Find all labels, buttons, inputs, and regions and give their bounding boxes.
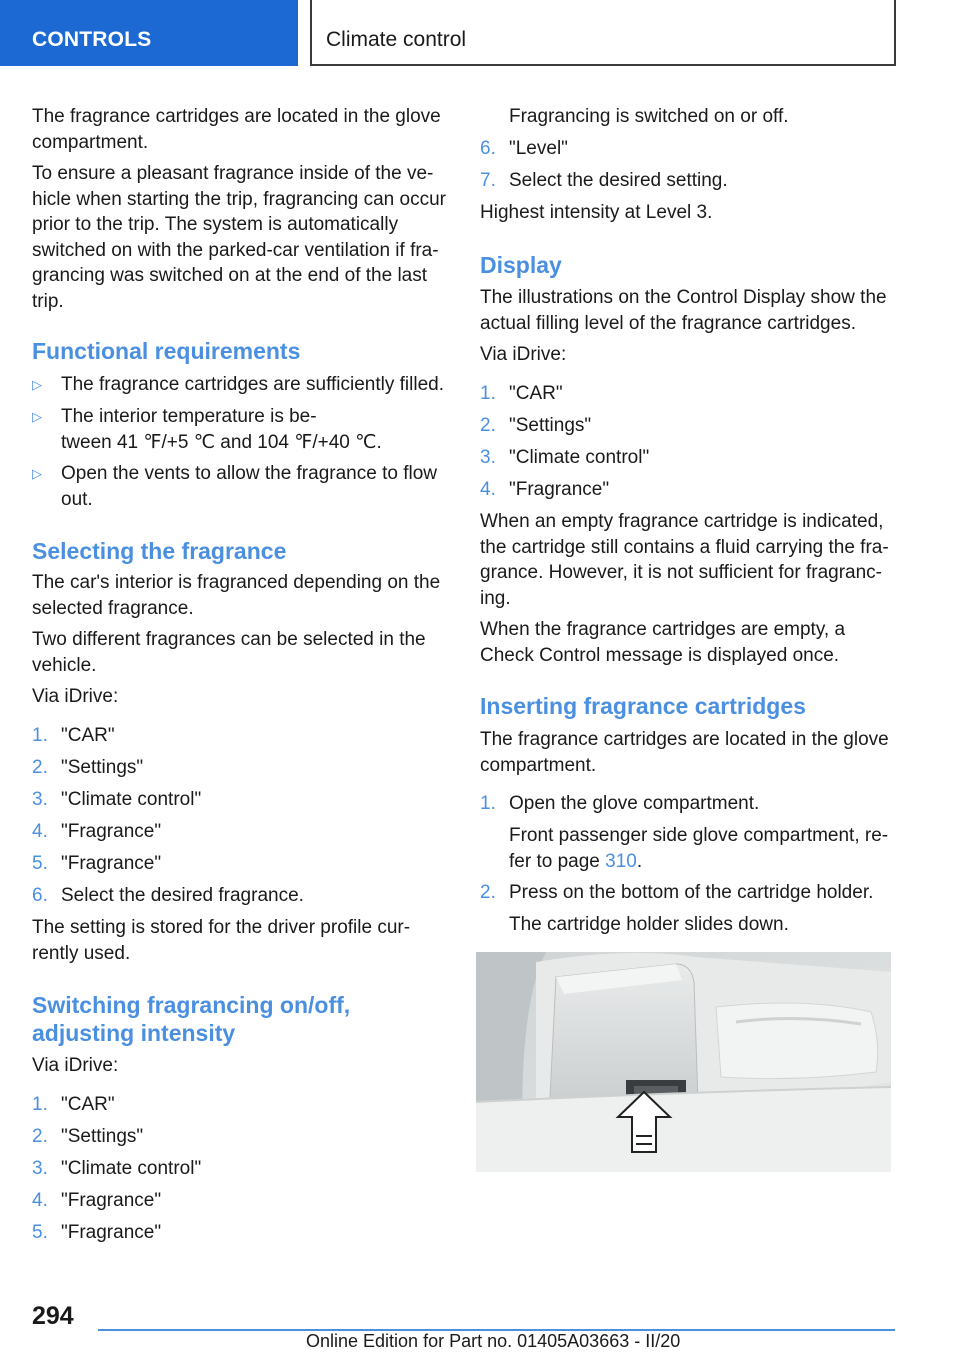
heading-switching-fragrancing: Switching fragrancing on/off, adjusting intensity bbox=[32, 992, 351, 1046]
step-number: 2. bbox=[32, 1126, 48, 1147]
cartridge-holder-illustration bbox=[476, 952, 891, 1172]
chapter-tab bbox=[310, 0, 896, 66]
bullet-item: The fragrance cartridges are sufficiently filled. bbox=[61, 374, 444, 395]
heading-functional-requirements: Functional requirements bbox=[32, 338, 301, 364]
step-number: 6. bbox=[32, 885, 48, 906]
step-number: 1. bbox=[32, 1094, 48, 1115]
bullet-triangle-icon: ▷ bbox=[32, 377, 42, 392]
bullet-triangle-icon: ▷ bbox=[32, 466, 42, 481]
step-number: 6. bbox=[480, 138, 496, 159]
step-number: 4. bbox=[480, 479, 496, 500]
heading-display: Display bbox=[480, 252, 562, 278]
step-number: 1. bbox=[480, 383, 496, 404]
step-sub-text: Front passenger side glove compartment, re- fer to page 310. bbox=[509, 825, 889, 872]
step-number: 1. bbox=[480, 793, 496, 814]
step-text: "CAR" bbox=[61, 1094, 115, 1115]
section-tab bbox=[0, 0, 298, 66]
step-text: Press on the bottom of the cartridge holder. bbox=[509, 882, 874, 903]
step-text: "Fragrance" bbox=[61, 1190, 162, 1211]
bullet-item: Open the vents to allow the fragrance to flow out. bbox=[61, 463, 437, 510]
chapter-title: Climate control bbox=[326, 28, 467, 51]
selecting-paragraph-1: The car's interior is fragranced depending on the selected fragrance. bbox=[32, 572, 441, 619]
step-text: "Settings" bbox=[61, 757, 144, 778]
display-paragraph-1: The illustrations on the Control Display show the actual filling level of the fragrance cartridges. bbox=[480, 287, 887, 334]
step-number: 2. bbox=[32, 757, 48, 778]
page-reference-link[interactable]: 310 bbox=[605, 850, 637, 872]
step-text: "Fragrance" bbox=[61, 853, 162, 874]
step-text: "CAR" bbox=[61, 725, 115, 746]
step-text: "Settings" bbox=[509, 415, 592, 436]
step-sub-text: The cartridge holder slides down. bbox=[509, 914, 789, 935]
step-text: "Climate control" bbox=[61, 789, 202, 810]
step-number: 5. bbox=[32, 853, 48, 874]
step-text: Select the desired fragrance. bbox=[61, 885, 304, 906]
heading-selecting-fragrance: Selecting the fragrance bbox=[32, 538, 287, 564]
step-number: 5. bbox=[32, 1222, 48, 1243]
edition-text: Online Edition for Part no. 01405A03663 - II/20 bbox=[306, 1331, 681, 1351]
step-text: "Fragrance" bbox=[509, 479, 610, 500]
step-text: "Climate control" bbox=[61, 1158, 202, 1179]
glove-compartment-image bbox=[476, 952, 891, 1172]
selecting-paragraph-2: Two different fragrances can be selected in the vehicle. bbox=[32, 629, 426, 676]
step-number: 3. bbox=[32, 1158, 48, 1179]
intro-paragraph-1: The fragrance cartridges are located in the glove compartment. bbox=[32, 106, 441, 153]
heading-inserting-cartridges: Inserting fragrance cartridges bbox=[480, 693, 806, 719]
step-text: "Level" bbox=[509, 138, 568, 159]
section-title: CONTROLS bbox=[32, 28, 152, 51]
intro-paragraph-2: To ensure a pleasant fragrance inside of the ve- hicle when starting the trip, fragrancing can occur prior to the trip. The system is automatically switched on with the parked-car ventilation if fra- grancing was switched on at the end of the last trip. bbox=[32, 163, 446, 312]
step-text: Select the desired setting. bbox=[509, 170, 728, 191]
bullet-triangle-icon: ▷ bbox=[32, 409, 42, 424]
step-text: "CAR" bbox=[509, 383, 563, 404]
step-number: 4. bbox=[32, 821, 48, 842]
step-text: "Fragrance" bbox=[61, 821, 162, 842]
inserting-paragraph-1: The fragrance cartridges are located in the glove compartment. bbox=[480, 729, 889, 776]
step-text: Open the glove compartment. bbox=[509, 793, 760, 814]
step-text: "Settings" bbox=[61, 1126, 144, 1147]
step-number: 1. bbox=[32, 725, 48, 746]
step-number: 2. bbox=[480, 415, 496, 436]
step-number: 7. bbox=[480, 170, 496, 191]
display-paragraph-3: When the fragrance cartridges are empty, a Check Control message is displayed once. bbox=[480, 619, 846, 666]
intensity-note: Highest intensity at Level 3. bbox=[480, 202, 713, 223]
step-number: 2. bbox=[480, 882, 496, 903]
via-idrive-label: Via iDrive: bbox=[32, 686, 119, 707]
via-idrive-label: Via iDrive: bbox=[480, 344, 567, 365]
step-number: 3. bbox=[32, 789, 48, 810]
page-number: 294 bbox=[32, 1302, 74, 1330]
step-number: 3. bbox=[480, 447, 496, 468]
step-continuation: Fragrancing is switched on or off. bbox=[509, 106, 789, 127]
display-paragraph-2: When an empty fragrance cartridge is indicated, the cartridge still contains a fluid carrying the fra- grance. However, it is not sufficient for fragranc- ing. bbox=[480, 511, 889, 609]
bullet-item: The interior temperature is be- tween 41 ℉/+5 ℃ and 104 ℉/+40 ℃. bbox=[61, 406, 382, 453]
step-text: "Fragrance" bbox=[61, 1222, 162, 1243]
selecting-note: The setting is stored for the driver profile cur- rently used. bbox=[32, 917, 411, 964]
step-number: 4. bbox=[32, 1190, 48, 1211]
via-idrive-label: Via iDrive: bbox=[32, 1055, 119, 1076]
step-text: "Climate control" bbox=[509, 447, 650, 468]
